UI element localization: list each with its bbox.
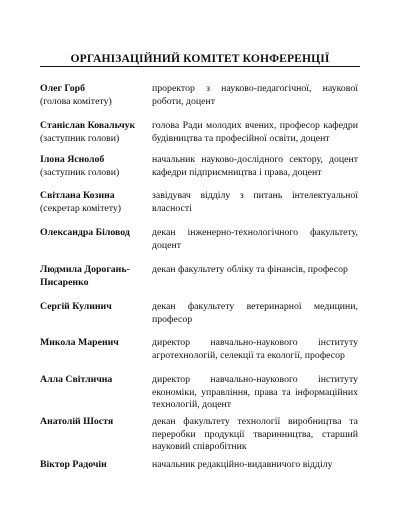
member-name: Світлана Козина [40,190,115,201]
member-description: директор навчально-наукового інституту економіки, управління, права та інформаційних технологій, доцент [152,374,358,411]
member-name-column [40,459,150,472]
member-name: Сергій Кулинич [40,301,112,312]
member-name-column [40,374,150,387]
member-description: голова Ради молодих вчених, професор кафедри будівництва та професійної освіти, доцент [152,120,358,144]
member-description: завідувач відділу з питань інтелектуальної власності [152,190,358,214]
member-name-column [40,264,150,289]
member-role: (заступник голови) [40,166,120,178]
member-name: Станіслав Ковальчук [40,120,136,131]
member-description: директор навчально-наукового інституту агротехнологій, селекції та екології, професор [152,337,358,361]
member-name: Алла Світлична [40,374,113,385]
member-description: декан інженерно-технологічного факультету, доцент [152,227,358,251]
member-name-column [40,227,150,240]
member-name: Олександра Біловод [40,227,130,238]
member-name-column [40,301,150,314]
member-name-column [40,120,150,145]
member-name: Анатолій Шостя [40,416,114,427]
member-description: декан факультету обліку та фінансів, професор [152,264,348,275]
member-description: декан факультету ветеринарної медицини, професор [152,301,358,325]
page-title: ОРГАНІЗАЦІЙНИЙ КОМІТЕТ КОНФЕРЕНЦІЇ [70,52,330,65]
member-description: начальник науково-дослідного сектору, доцент кафедри підприємництва і права, доцент [152,154,358,178]
member-name-column [40,337,150,350]
member-name: Микола Маренич [40,337,119,348]
member-name-column [40,190,150,215]
member-description: декан факультету технології виробництва та переробки продукції тваринництва, старший науковий співробітник [152,416,358,453]
member-role: (голова комітету) [40,95,112,107]
member-description: начальник редакційно-видавничого відділу [152,459,333,470]
member-name-column [40,416,150,429]
member-name-column [40,83,150,108]
member-name: Ілона Яснолоб [40,154,105,165]
member-role: (заступник голови) [40,132,120,144]
member-name-column [40,154,150,179]
member-description: проректор з науково-педагогічної, наукової роботи, доцент [152,83,358,107]
title-underline [40,66,360,67]
member-name: Олег Горб [40,83,85,94]
member-name: Людмила Дорогань-Писаренко [40,264,130,288]
member-name: Віктор Радочін [40,459,107,470]
member-role: (секретар комітету) [40,202,122,214]
